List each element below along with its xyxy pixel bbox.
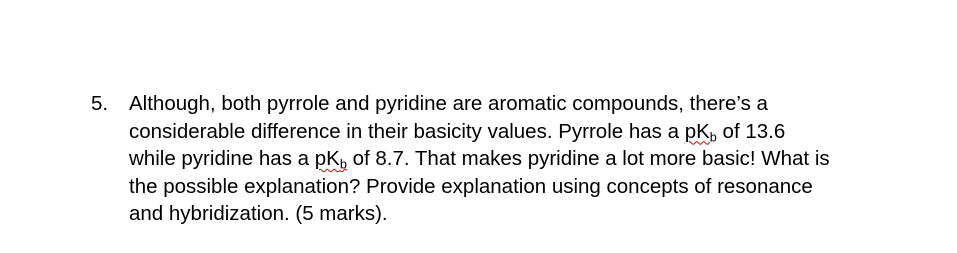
- line-3-text: while pyridine has a: [129, 147, 315, 171]
- question-text: [129, 90, 957, 228]
- pk-text: pK: [314, 147, 340, 171]
- question-number: 5.: [91, 92, 109, 115]
- line-2-value: of 13.6: [716, 119, 786, 143]
- b-subscript: b: [709, 129, 717, 145]
- question-line-1: Although, both pyrrole and pyridine are aromatic compounds, there’s a: [129, 92, 768, 115]
- line-2-text: considerable difference in their basicity values. Pyrrole has a: [129, 119, 685, 143]
- question-line-5: and hybridization. (5 marks).: [129, 202, 388, 226]
- question-line-2: [129, 118, 957, 146]
- line-3-value: of 8.7. That makes pyridine a lot more basic! What is: [346, 147, 830, 171]
- question-line-4: the possible explanation? Provide explanation using concepts of resonance: [129, 174, 813, 198]
- pkb-term-spellcheck: [685, 120, 717, 143]
- question-line-3: [129, 145, 957, 173]
- question-5: [91, 90, 957, 228]
- pkb-term-spellcheck: [315, 147, 347, 170]
- b-subscript: b: [339, 156, 347, 172]
- pk-text: pK: [684, 119, 710, 143]
